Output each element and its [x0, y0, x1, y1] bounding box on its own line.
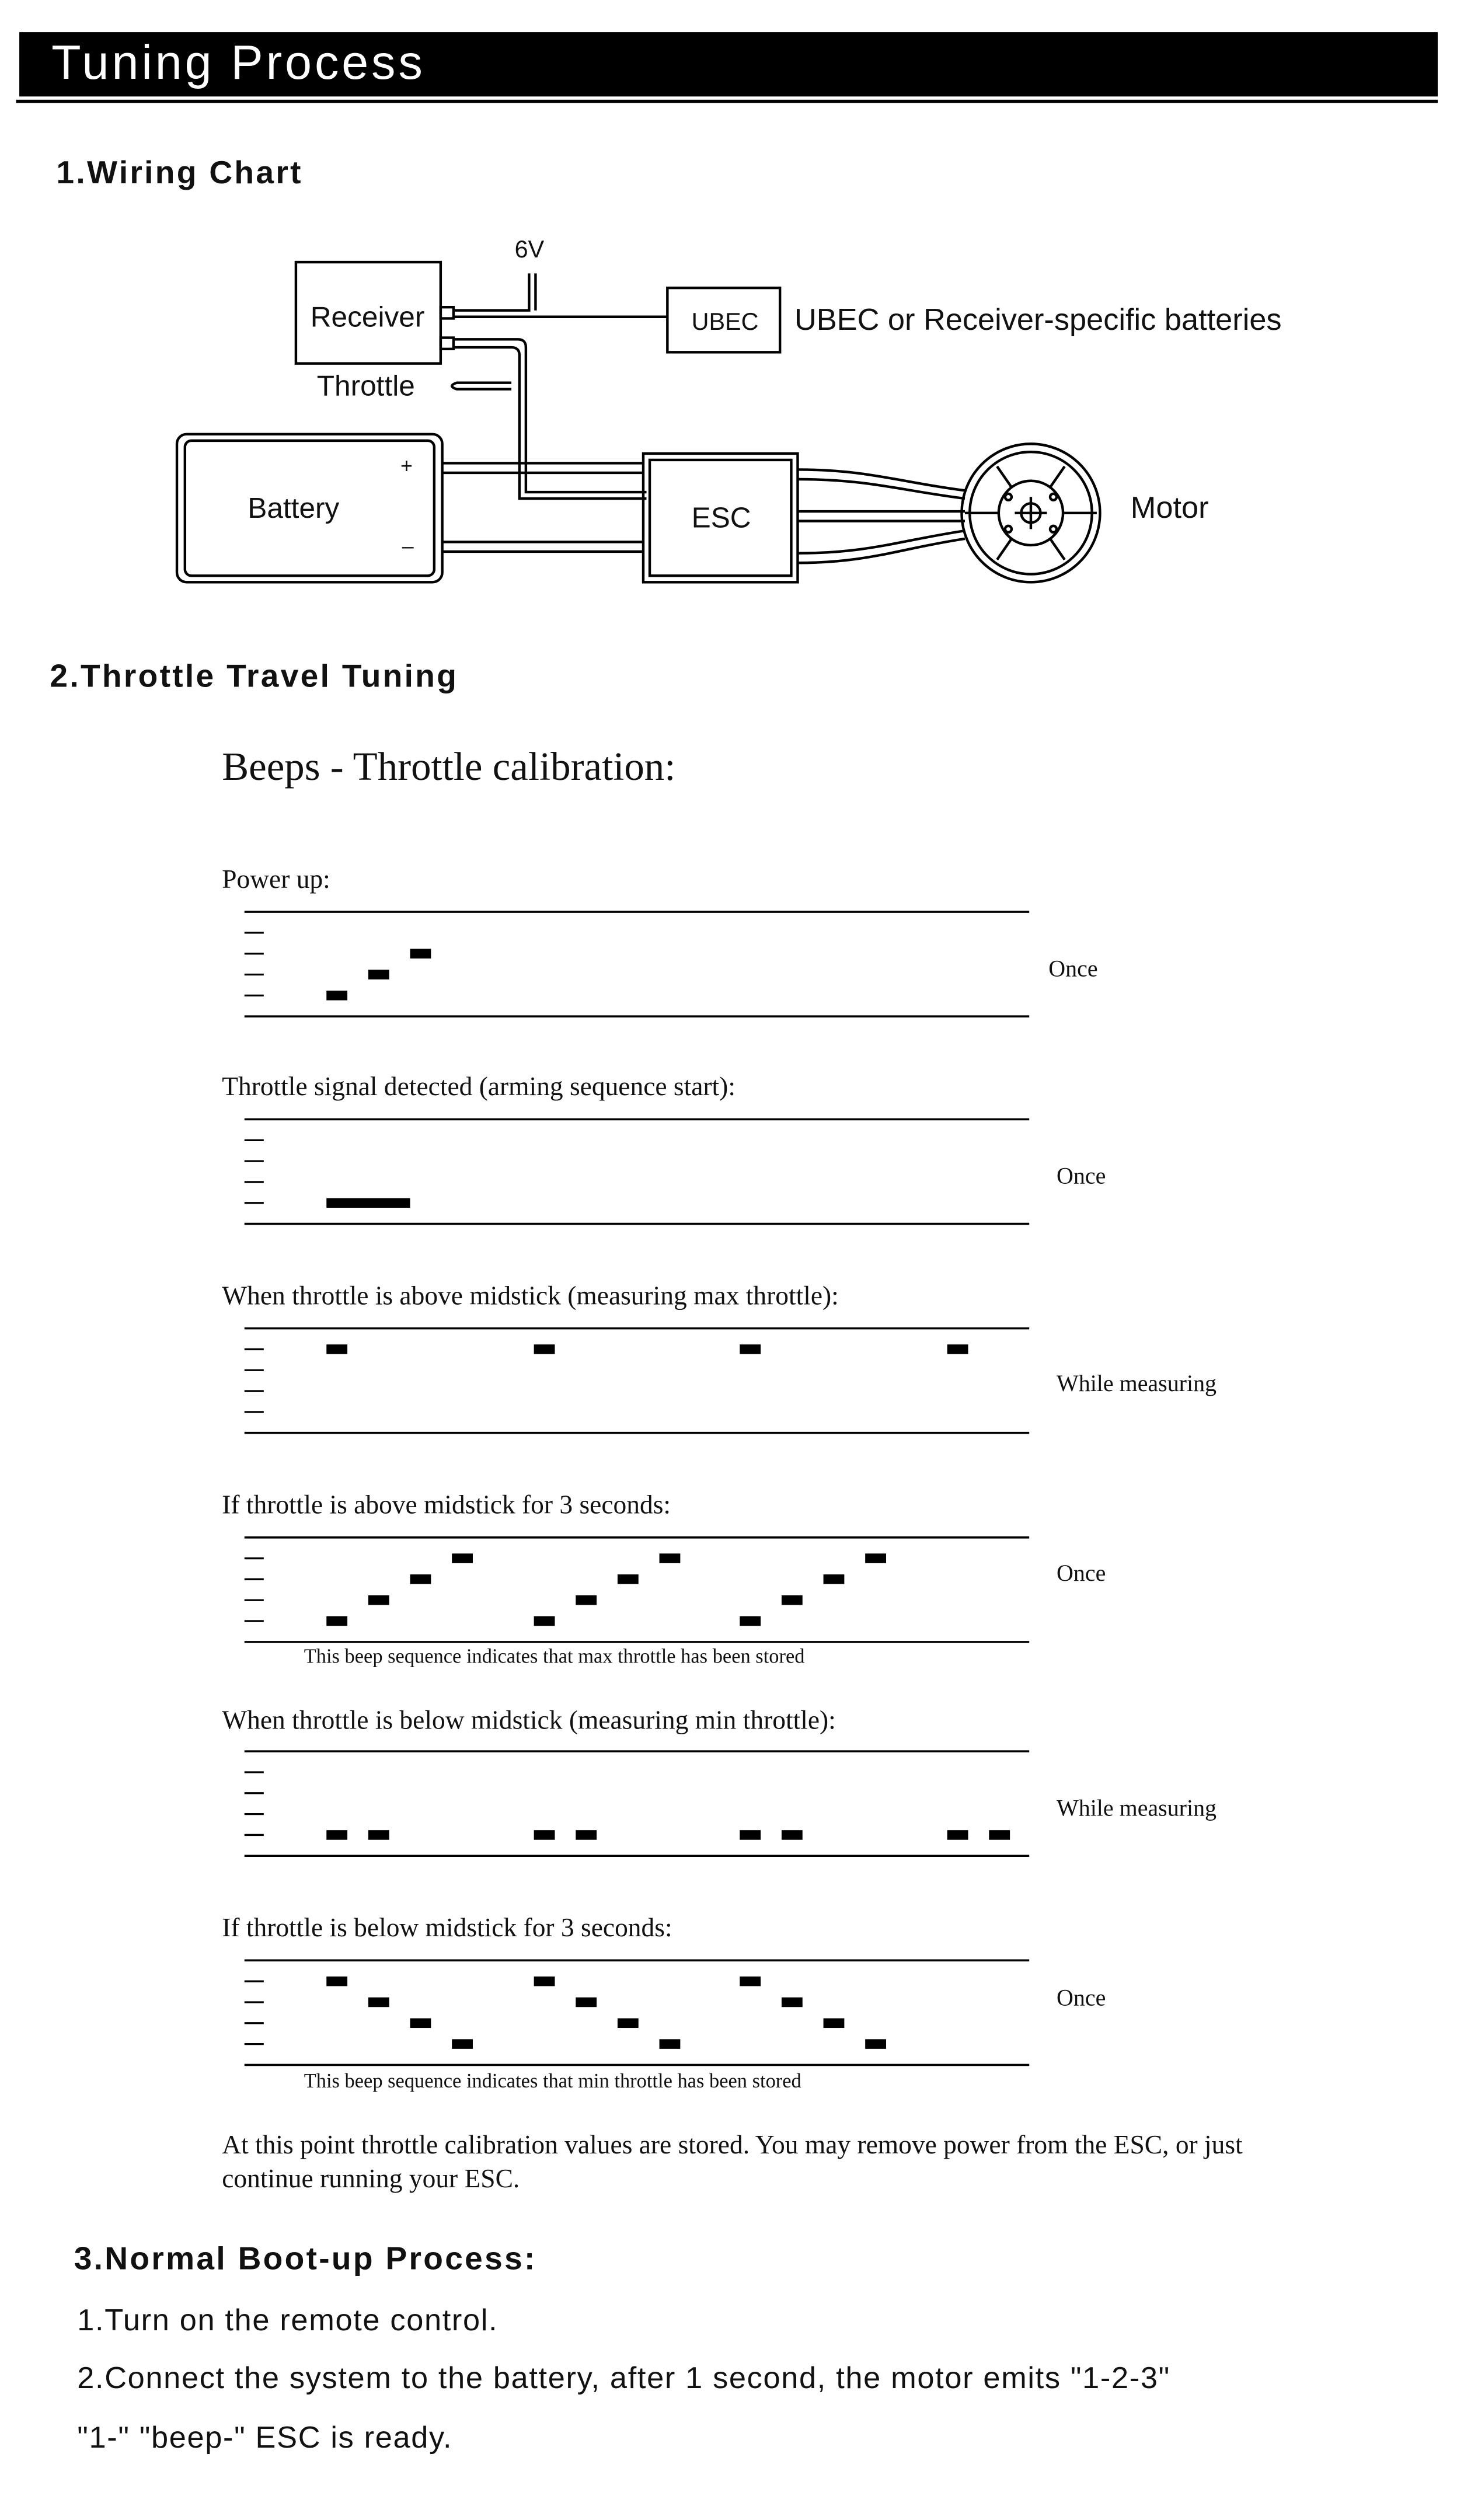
beep-mark [534, 1616, 555, 1626]
beep-mark [865, 1553, 886, 1563]
beep-mark [782, 1998, 803, 2007]
sequence-label: If throttle is below midstick for 3 seconds: [222, 1912, 672, 1943]
beep-mark [740, 1977, 761, 1986]
section-throttle-heading: 2.Throttle Travel Tuning [50, 659, 459, 695]
beep-mark [782, 1830, 803, 1840]
beep-mark [576, 1595, 597, 1605]
beep-mark [326, 991, 347, 1001]
beep-mark [660, 1553, 681, 1563]
sequence-note: Once [1048, 957, 1098, 983]
beep-mark [824, 2019, 845, 2028]
motor-label: Motor [1130, 491, 1209, 525]
page-title: Tuning Process [51, 37, 426, 90]
beep-mark [824, 1574, 845, 1584]
boot-step-3: "1-" "beep-" ESC is ready. [77, 2422, 453, 2456]
beep-mark [410, 1574, 431, 1584]
beep-mark [740, 1830, 761, 1840]
sequence-label: When throttle is below midstick (measuring min throttle): [222, 1705, 836, 1735]
beep-mark [368, 970, 389, 980]
sequence-label: Power up: [222, 863, 330, 894]
sequence-note: Once [1057, 1562, 1106, 1588]
calibration-footer-line1: At this point throttle calibration values are stored. You may remove power from the ESC, or just [222, 2129, 1243, 2160]
sequence-label: If throttle is above midstick for 3 seconds: [222, 1489, 671, 1520]
battery-plus: + [400, 454, 413, 477]
sequence-caption: This beep sequence indicates that max throttle has been stored [304, 1645, 805, 1668]
ubec-note: UBEC or Receiver-specific batteries [794, 302, 1282, 337]
sequence-label: When throttle is above midstick (measuring max throttle): [222, 1280, 839, 1311]
beep-mark [326, 1830, 347, 1840]
beep-mark [534, 1977, 555, 1986]
boot-step-1: 1.Turn on the remote control. [77, 2304, 499, 2338]
battery-label: Battery [248, 492, 340, 525]
beep-mark [534, 1344, 555, 1354]
voltage-label: 6V [514, 235, 545, 263]
sequence-note: Once [1057, 1164, 1106, 1190]
beep-mark [410, 2019, 431, 2028]
beep-mark [368, 1595, 389, 1605]
battery-minus: – [402, 534, 414, 558]
beep-mark [576, 1830, 597, 1840]
beep-mark [947, 1344, 968, 1354]
receiver-label: Receiver [310, 300, 425, 333]
beep-mark [326, 1198, 410, 1208]
beep-mark [452, 1553, 473, 1563]
beep-mark [326, 1977, 347, 1986]
beep-mark [576, 1998, 597, 2007]
sequence-note: Once [1057, 1986, 1106, 2012]
section-wiring-heading: 1.Wiring Chart [56, 156, 303, 191]
calibration-footer-line2: continue running your ESC. [222, 2163, 520, 2194]
boot-step-2: 2.Connect the system to the battery, after 1 second, the motor emits "1-2-3" [77, 2362, 1170, 2396]
beep-mark [740, 1344, 761, 1354]
sequence-note: While measuring [1057, 1372, 1217, 1398]
beep-mark [368, 1830, 389, 1840]
beep-mark [326, 1616, 347, 1626]
beep-mark [782, 1595, 803, 1605]
sequence-caption: This beep sequence indicates that min throttle has been stored [304, 2069, 801, 2093]
beep-mark [326, 1344, 347, 1354]
beep-mark [989, 1830, 1010, 1840]
ubec-label: UBEC [691, 308, 759, 335]
beep-mark [618, 1574, 639, 1584]
beep-mark [618, 2019, 639, 2028]
beep-mark [740, 1616, 761, 1626]
beep-mark [534, 1830, 555, 1840]
beep-mark [947, 1830, 968, 1840]
sequence-note: While measuring [1057, 1796, 1217, 1822]
beep-mark [452, 2039, 473, 2049]
beep-mark [865, 2039, 886, 2049]
calibration-title: Beeps - Throttle calibration: [222, 746, 676, 790]
sequence-label: Throttle signal detected (arming sequence start): [222, 1071, 736, 1102]
beep-mark [410, 949, 431, 958]
throttle-label: Throttle [316, 369, 415, 402]
beep-mark [660, 2039, 681, 2049]
beep-mark [368, 1998, 389, 2007]
esc-label: ESC [691, 501, 751, 534]
section-boot-heading: 3.Normal Boot-up Process: [74, 2242, 537, 2278]
